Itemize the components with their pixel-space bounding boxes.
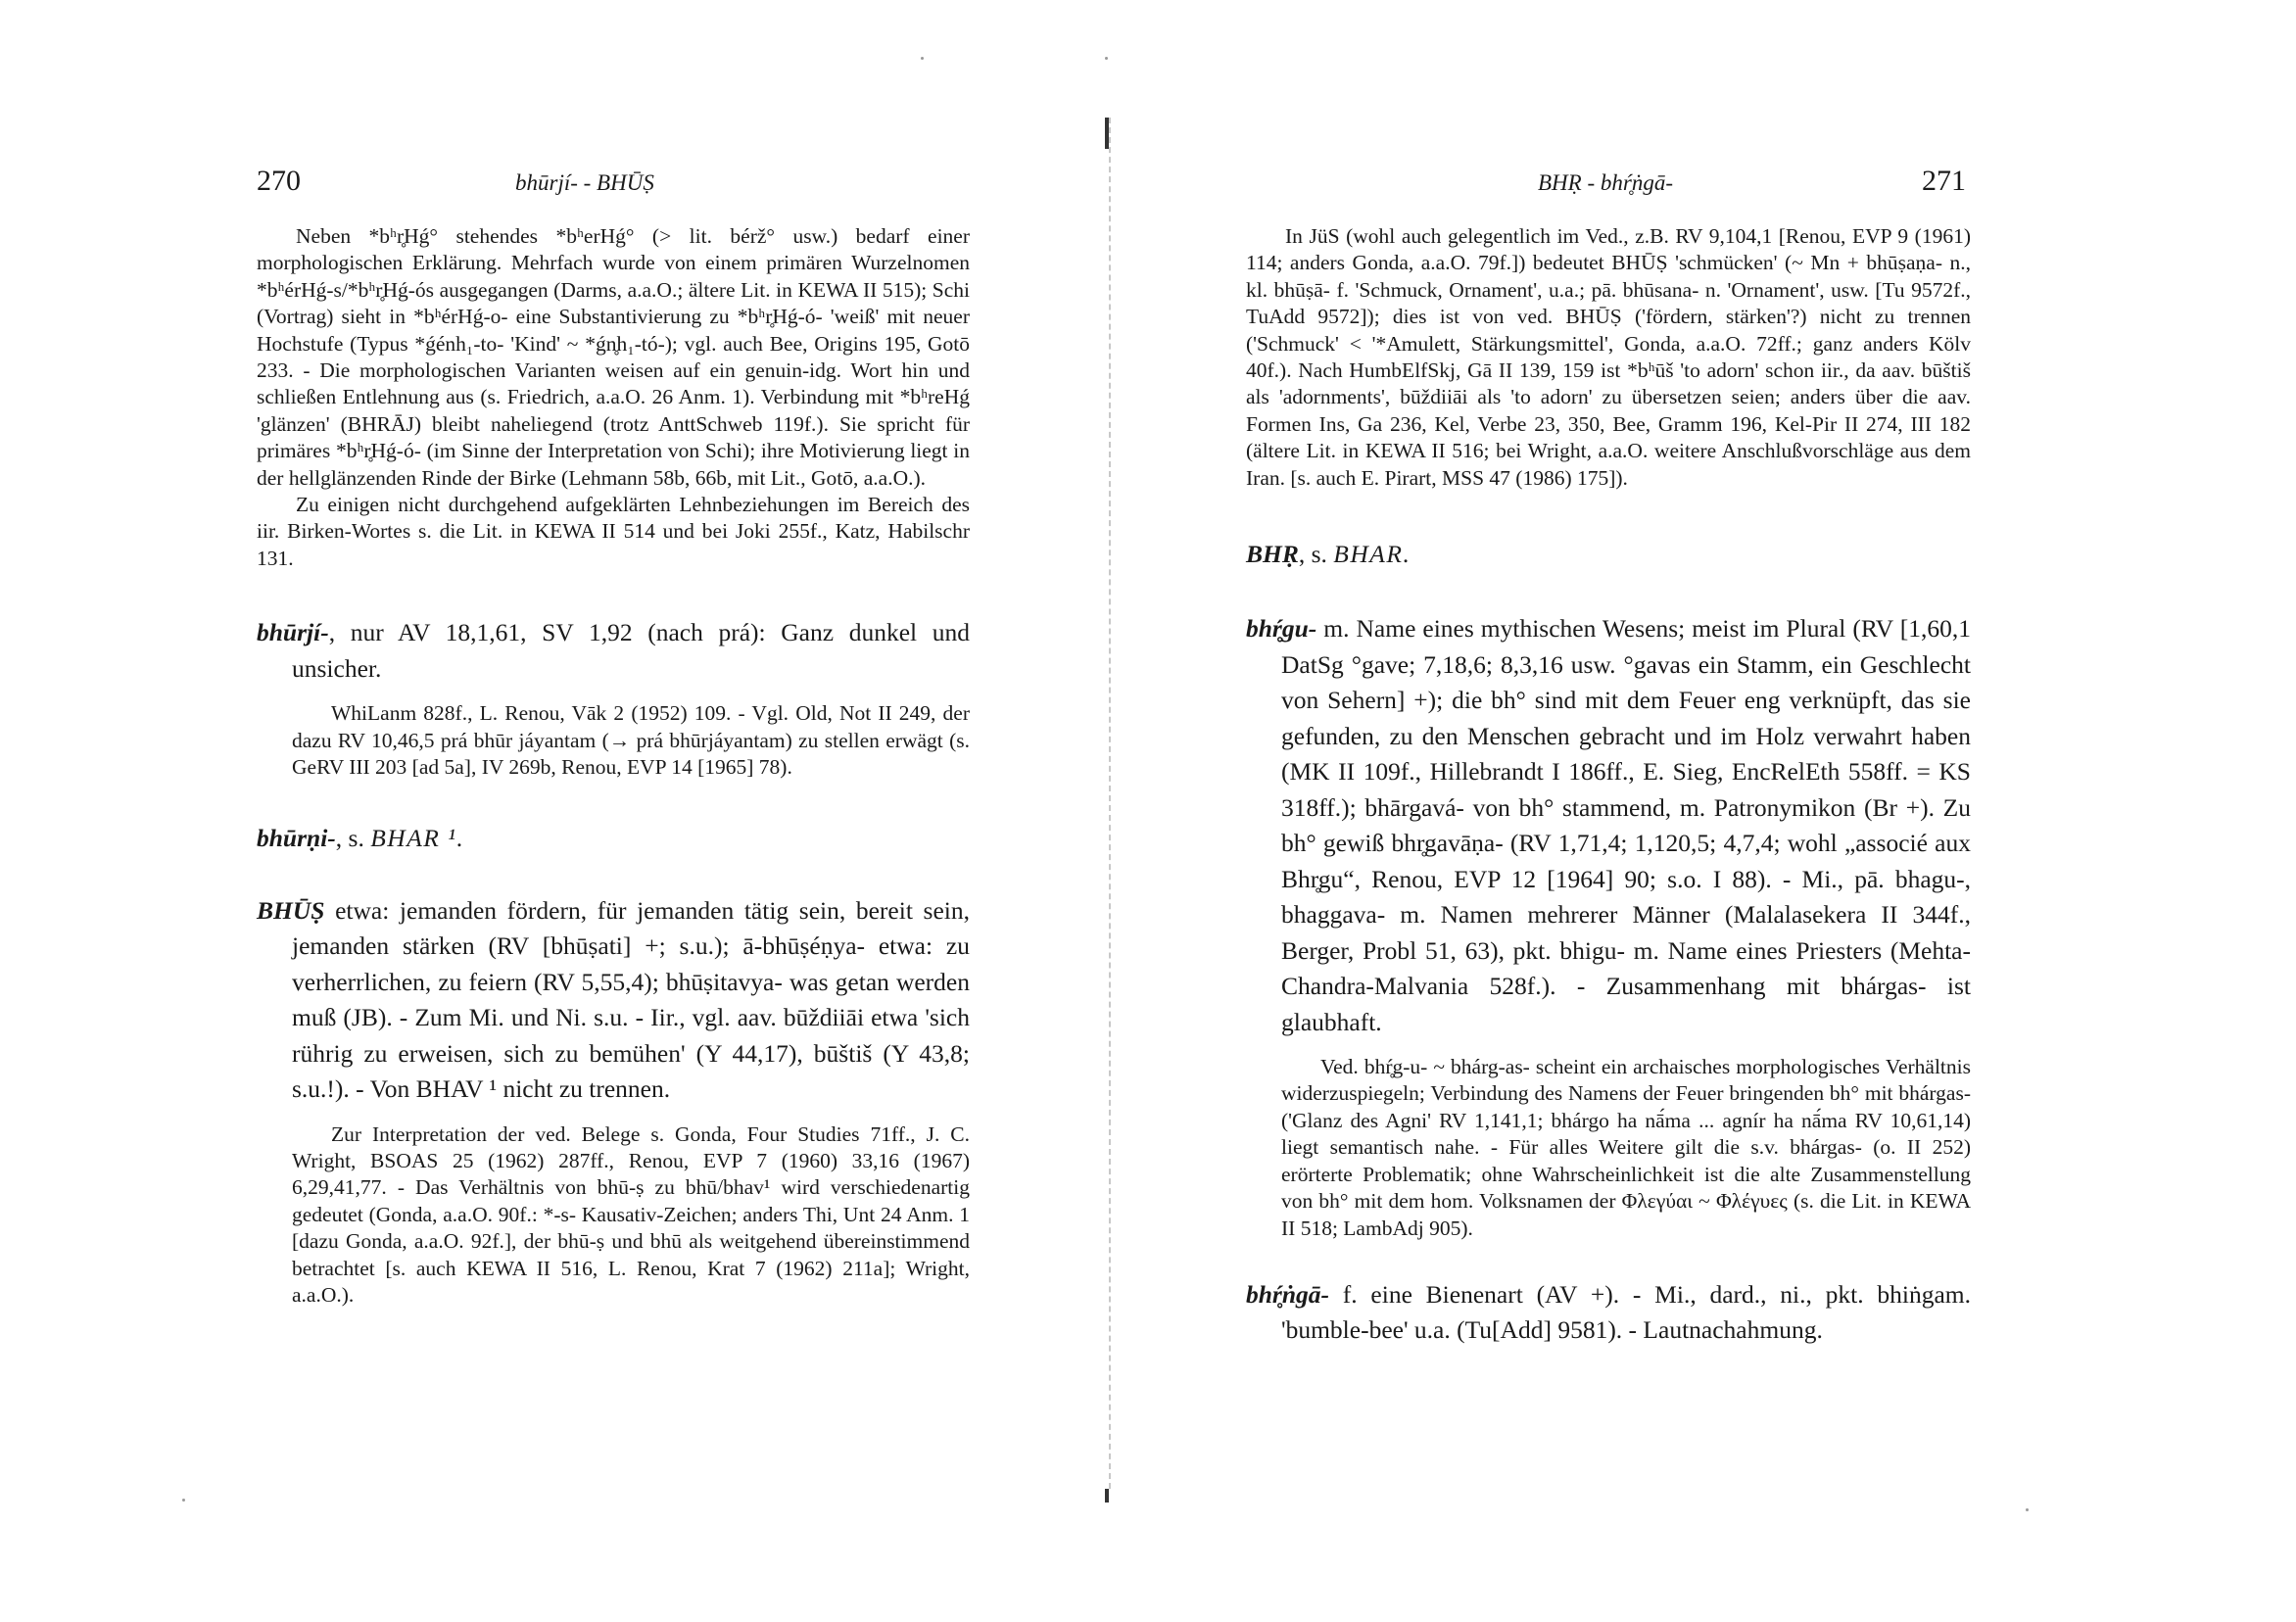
lemma-bhrnga: bhŕ̥ṅgā- [1246, 1279, 1330, 1309]
cross-ref-bhr-text: , s. [1298, 540, 1334, 569]
running-head-left: bhūrjí- - BHŪṢ [515, 170, 654, 195]
right-column [1246, 223, 1971, 1349]
page-number-right: 271 [1922, 165, 1966, 197]
cross-ref-bhr-target: BHAR. [1333, 540, 1411, 569]
lemma-bhurni: bhūrṇi- [257, 823, 336, 852]
lemma-bhurji: bhūrjí- [257, 618, 329, 647]
gutter-mark-bottom [1105, 1489, 1109, 1503]
paragraph-bhus-adorn: In JüS (wohl auch gelegentlich im Ved., z.B. RV 9,104,1 [Renou, EVP 9 (1961) 114; anders Gonda, a.a.O. 79f.]) bedeutet BHŪṢ 'schmücken' (~ Mn + bhūṣaṇa- n., kl. bhūṣā- f. 'Schmuck, Ornament', u.a.; pā. bhūsana- n. 'Ornament', usw. [Tu 9572f., TuAdd 9572]); dies ist von ved. BHŪṢ ('fördern, stärken'?) nicht zu trennen ('Schmuck' < '*Amulett, Stärkungsmittel', Gonda, a.a.O. 72ff.; ganz anders Kölv 40f.). Nach HumbElfSkj, Gā II 139, 159 ist *bʰūš 'to adorn' schon iir., da aav. būštiš als 'adornments', būždiiāi als 'to adorn' zu übersetzen seien; anders über die aav. Formen Ins, Ga 236, Kel, Verbe 23, 350, Bee, Gramm 196, Kel-Pir II 274, III 182 (ältere Lit. in KEWA II 516; bei Wright, a.a.O. weitere Anschlußvorschläge aus dem Iran. [s. auch E. Pirart, MSS 47 (1986) 175]). [1246, 224, 1971, 490]
left-column [257, 223, 970, 1309]
lemma-bhr: BHṚ [1246, 540, 1299, 569]
running-head-right: BHṚ - bhŕ̥ṅgā- [1538, 170, 1673, 195]
note-bhrgu: Ved. bhŕ̥g-u- ~ bhárg-as- scheint ein archaisches morphologisches Verhältnis widerzuspiegeln; Verbindung des Namens der Feuer bringenden bh° mit bhárgas- ('Glanz des Agni' RV 1,141,1; bhárgo ha nā́ma ... agnír ha nā́ma RV 10,61,14) liegt semantisch nahe. - Für alles Weitere gilt die s.v. bhárgas- (o. II 252) erörterte Problematik; ohne Wahrscheinlichkeit ist die alte Zusammenstellung von bh° mit dem hom. Volksnamen der Φλεγύαι ~ Φλέγυες (s. die Lit. in KEWA II 518; LambAdj 905). [1281, 1055, 1971, 1240]
entry-bhrgu [1246, 611, 1971, 1040]
cross-ref-bhurni-target: BHAR ¹. [370, 823, 465, 852]
scan-speck [1105, 57, 1108, 60]
entry-bhurji [257, 615, 970, 687]
gutter-mark-top [1105, 118, 1109, 149]
lemma-bhrgu: bhŕ̥gu- [1246, 614, 1317, 644]
page-gutter [1109, 118, 1111, 1489]
entry-bhrgu-text: m. Name eines mythischen Wesens; meist im Plural (RV [1,60,1 DatSg °gave; 7,18,6; 8,3,16 usw. °gavas ein Stamm, ein Geschlecht von Sehern] +); die bh° sind mit dem Feuer eng verknüpft, das sie gefunden, zu den Menschen gebracht und im Holz verwahrt haben (MK II 109f., Hillebrandt I 186ff., E. Sieg, EncRelEth 558ff. = KS 318ff.); bhārgavá- von bh° stammend, m. Patronymikon (Br +). Zu bh° gewiß bhr̥gavāṇa- (RV 1,71,4; 1,120,5; 4,7,4; wohl „associé aux Bhr̥gu“, Renou, EVP 12 [1964] 90; s.o. I 88). - Mi., pā. bhagu-, bhaggava- m. Namen mehrerer Männer (Malalasekera II 344f., Berger, Probl 51, 63), pkt. bhigu- m. Name eines Priesters (Mehta-Chandra-Malvania 528f.). - Zusammenhang mit bhárgas- ist glaubhaft. [1281, 614, 1971, 1036]
paragraph-birch-morphology: Neben *bʰr̥Hǵ° stehendes *bʰerHǵ° (> lit. bérž° usw.) bedarf einer morphologischen Erklärung. Mehrfach wurde von einem primären Wurzelnomen *bʰérHǵ-s/*bʰr̥Hǵ-ós ausgegangen (Darms, a.a.O.; ältere Lit. in KEWA II 515); Schi (Vortrag) sieht in *bʰérHǵ-o- eine Substantivierung zu *bʰr̥Hǵ-ó- 'weiß' mit neuer Hochstufe (Typus *ǵénh₁-to- 'Kind' ~ *ǵn̥h₁-tó-); vgl. auch Bee, Origins 195, Gotō 233. - Die morphologischen Varianten weisen auf ein genuin-idg. Wort hin und schließen Entlehnung aus (s. Friedrich, a.a.O. 26 Anm. 1). Verbindung mit *bʰreHǵ 'glänzen' (BHRĀJ) bleibt naheliegend (trotz AnttSchweb 119f.). Sie spricht für primäres *bʰr̥Hǵ-ó- (im Sinne der Interpretation von Schi); ihre Motivierung liegt in der hellglänzenden Rinde der Birke (Lehmann 58b, 66b, mit Lit., Gotō, a.a.O.). [257, 224, 970, 490]
cross-ref-bhurni [257, 821, 970, 856]
entry-bhurji-text: , nur AV 18,1,61, SV 1,92 (nach prá): Ganz dunkel und unsicher. [292, 618, 970, 683]
page-number-left: 270 [257, 165, 301, 197]
lemma-bhus: BHŪṢ [257, 895, 325, 925]
note-bhus: Zur Interpretation der ved. Belege s. Gonda, Four Studies 71ff., J. C. Wright, BSOAS 25 (1962) 287ff., Renou, EVP 7 (1960) 33,16 (1967) 6,29,41,77. - Das Verhältnis von bhū-ṣ zu bhū/bhav¹ wird verschiedenartig gedeutet (Gonda, a.a.O. 90f.: *-s- Kausativ-Zeichen; anders Thi, Unt 24 Anm. 1 [dazu Gonda, a.a.O. 92f.], der bhū-ṣ und bhū als weitgehend übereinstimmend betrachtet [s. auch KEWA II 516, L. Renou, Krat 7 (1962) 211a]; Wright, a.a.O.). [292, 1121, 970, 1307]
entry-bhrnga-text: f. eine Bienenart (AV +). - Mi., dard., ni., pkt. bhiṅgam. 'bumble-bee' u.a. (Tu[Add] 9581). - Lautnachahmung. [1281, 1279, 1971, 1345]
cross-ref-bhurni-text: , s. [335, 823, 371, 852]
note-bhurji: WhiLanm 828f., L. Renou, Vāk 2 (1952) 109. - Vgl. Old, Not II 249, der dazu RV 10,46,5 prá bhūr jáyantam (→ prá bhūrjáyantam) zu stellen erwägt (s. GeRV III 203 [ad 5a], IV 269b, Renou, EVP 14 [1965] 78). [292, 701, 970, 780]
scan-speck [921, 57, 924, 60]
paragraph-loan-relations: Zu einigen nicht durchgehend aufgeklärten Lehnbeziehungen im Bereich des iir. Birken-Wortes s. die Lit. in KEWA II 514 und bei Joki 255f., Katz, Habilschr 131. [257, 493, 970, 570]
cross-ref-bhr [1246, 537, 1971, 572]
entry-bhus-text: etwa: jemanden fördern, für jemanden tätig sein, bereit sein, jemanden stärken (RV [bhūṣati] +; s.u.); ā-bhūṣéṇya- etwa: zu verherrlichen, zu feiern (RV 5,55,4); bhūṣitavya- was getan werden muß (JB). - Zum Mi. und Ni. s.u. - Iir., vgl. aav. būždiiāi etwa 'sich rührig zu erweisen, sich zu bemühen' (Y 44,17), būštiš (Y 43,8; s.u.!). - Von BHAV ¹ nicht zu trennen. [292, 895, 970, 1103]
entry-bhus [257, 893, 970, 1108]
entry-bhrnga [1246, 1277, 1971, 1349]
scan-speck [182, 1499, 185, 1502]
